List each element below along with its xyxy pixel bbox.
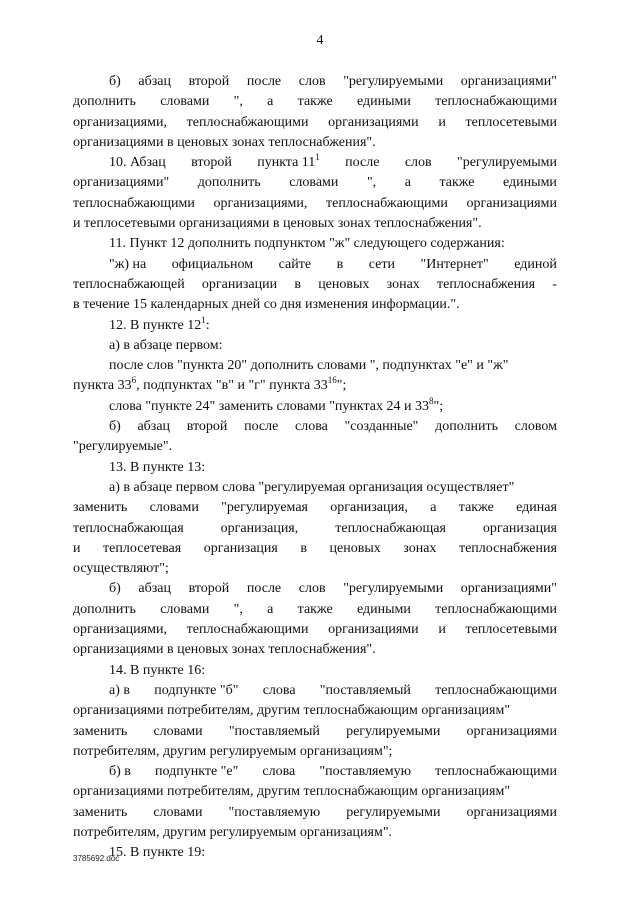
text-word: в [336,256,344,272]
text-word: едиными [503,175,557,191]
text-word: единая [516,500,557,516]
text-word: организациями, [73,114,167,130]
text-word: слов [298,581,326,597]
text-word: также [297,601,333,617]
text-word: : [205,317,210,333]
text-word: в [294,276,301,292]
text-word: пункта $33^6$ [73,376,137,394]
footer-filename: 3785692.doc [73,854,120,863]
text-line [73,153,557,173]
text-word: организациями [466,195,557,211]
text-word: слова [262,682,296,698]
text-line [73,173,557,193]
text-line [73,194,557,214]
text-line [73,417,557,437]
text-word: а [404,175,411,191]
text-word: ценовых [329,540,381,556]
text-word: "ж) на [109,256,147,272]
text-word: "Интернет" [420,256,489,272]
text-word: второй [188,74,230,89]
text-word: дополнить [73,601,136,617]
text-word: слов [404,155,432,171]
text-word: 12. В пункте $12^1$ [109,315,206,333]
text-word: слов [298,74,326,89]
text-word: б) [109,419,121,435]
text-word: абзац [138,581,171,597]
text-line [73,133,557,153]
text-word: в [300,540,307,556]
text-line [73,376,557,396]
text-word: 10. Абзац [109,155,166,171]
text-word: а) в абзаце первом: [109,337,223,353]
text-word: организациями" [460,74,557,89]
text-word: организация [203,540,278,556]
text-word: теплоснабжающей [73,276,185,292]
text-word: организациями" [73,175,170,191]
text-word: "регулируемыми [343,74,444,89]
text-word: сайте [278,256,312,272]
text-word: теплоснабжающими [186,622,309,638]
text-line [73,579,557,599]
text-line [73,234,557,254]
text-word: организациями [328,622,419,638]
superscript: 6 [131,376,137,386]
text-word: потребителям, другим регулируемым организациям"; [73,743,393,759]
superscript: 1 [201,315,206,325]
document-body [73,72,557,864]
text-line [73,559,557,579]
text-word: теплоснабжения [458,540,557,556]
text-line [73,478,557,498]
text-word: "; [336,378,347,394]
text-word: 15. В пункте 19: [109,845,206,861]
text-word: теплоснабжения [437,276,536,292]
text-word: и [73,540,81,556]
text-word: "поставляемый [319,682,411,698]
text-word: теплоснабжающая [73,520,184,536]
text-word: зонах [386,276,420,292]
text-word: "; [433,398,444,414]
text-line [73,316,557,336]
text-word: после [345,155,380,171]
superscript: 1 [315,153,320,163]
text-word: абзац [137,419,171,435]
text-word: словами [160,601,210,617]
text-word: организациями [466,723,557,739]
text-word: "поставляемый [228,723,320,739]
text-word: подпункте "б" [154,682,239,698]
text-line [73,113,557,133]
text-word: теплоснабжающими [435,764,557,780]
text-word: в течение 15 календарных дней со дня изменения информации.". [73,297,460,313]
text-word: организациями потребителям, другим теплоснабжающим организациям" [73,703,511,719]
text-line [73,600,557,620]
text-word: организация [482,520,557,536]
text-word: заменить [73,804,128,820]
text-line [73,742,557,762]
text-word: зонах [403,540,437,556]
text-line [73,722,557,742]
text-word: теплоснабжающими [435,94,557,110]
text-word: а [267,601,274,617]
text-word: словами [153,723,203,739]
text-word: после [246,581,282,597]
text-line [73,519,557,539]
text-line [73,498,557,518]
text-word: словами [153,804,203,820]
text-line [73,336,557,356]
text-word: теплоснабжающими [435,601,557,617]
text-word: слова [295,419,328,435]
text-line [73,214,557,234]
text-line [73,701,557,721]
text-line [73,275,557,295]
text-word: а [267,94,274,110]
text-line [73,803,557,823]
text-word: 14. В пункте 16: [109,662,206,678]
text-word: регулируемыми [346,804,441,820]
text-word: б) [109,581,121,597]
text-word: организациями" [460,581,557,597]
text-word: дополнить [435,419,498,435]
text-word: теплоснабжающими [326,195,448,211]
text-word: словами [160,94,210,110]
text-word: организациями [328,114,419,130]
text-word: "регулируемыми [343,581,444,597]
text-word: "регулируемые". [73,439,173,455]
text-word: словом [514,419,557,435]
text-word: ", [366,175,377,191]
text-word: и [438,114,446,130]
text-word: ", [233,601,243,617]
text-word: заменить [73,500,128,516]
text-word: и теплосетевыми организациями в ценовых зонах теплоснабжения". [73,216,482,232]
text-word: организациями в ценовых зонах теплоснабжения". [73,642,376,658]
text-line [73,823,557,843]
text-word: единой [514,256,557,272]
text-word: , подпунктах "в" и "г" пункта $33^{16}$ [136,376,337,394]
text-word: слова "пункте 24" заменить словами "пунктах 24 и $33^8$ [109,396,434,414]
text-word: слова [262,764,296,780]
text-word: регулируемыми [346,723,441,739]
text-word: заменить [73,723,128,739]
text-word: второй [191,155,232,171]
text-word: также [458,500,494,516]
text-word: "поставляемую [228,804,321,820]
text-word: дополнить [197,175,261,191]
text-word: организациями потребителям, другим теплоснабжающим организациям" [73,784,511,800]
text-word: теплосетевыми [465,622,557,638]
text-word: теплоснабжающая [335,520,446,536]
text-word: организациями, [213,195,308,211]
text-line [73,640,557,660]
text-line [73,681,557,701]
text-word: сети [368,256,396,272]
text-word: абзац [138,74,171,89]
text-word: после [246,74,282,89]
text-word: после слов "пункта 20" дополнить словами ", подпунктах "е" и "ж" [109,358,509,374]
text-line [73,92,557,112]
text-word: подпункте "е" [155,764,239,780]
text-word: также [439,175,475,191]
text-word: - [552,276,557,292]
text-word: второй [186,419,228,435]
text-line [73,255,557,275]
text-word: "регулируемая [221,500,308,516]
text-word: пункта $11^1$ [257,153,320,171]
text-line [73,539,557,559]
text-word: теплоснабжающими [186,114,309,130]
text-word: организациями, [73,622,167,638]
text-line [73,620,557,640]
text-word: потребителям, другим регулируемым организациям". [73,824,393,840]
text-line [73,782,557,802]
text-word: словами [289,175,339,191]
text-word: и [438,622,446,638]
text-word: теплоснабжающими [73,195,195,211]
text-word: а) в [109,682,130,698]
text-word: официальном [171,256,254,272]
text-word: дополнить [73,94,136,110]
text-word: организациями в ценовых зонах теплоснабжения". [73,134,376,150]
text-word: "поставляемую [319,764,412,780]
superscript: 8 [429,396,434,406]
text-word: организация, [330,500,408,516]
text-line [73,458,557,478]
text-word: едиными [356,94,411,110]
text-word: теплоснабжающими [435,682,557,698]
text-word: организациями [466,804,557,820]
text-word: б) [109,74,121,89]
text-line [73,397,557,417]
text-word: словами [149,500,199,516]
text-line [73,356,557,376]
text-word: б) в [109,764,131,780]
text-word: 13. В пункте 13: [109,459,206,475]
text-line [73,843,557,863]
text-word: а [430,500,437,516]
text-word: осуществляют"; [73,561,169,577]
text-word: ценовых [318,276,370,292]
text-word: едиными [356,601,411,617]
text-word: второй [188,581,230,597]
text-word: после [244,419,279,435]
page-number: 4 [316,33,324,48]
text-line [73,437,557,457]
superscript: 16 [327,376,337,386]
text-word: также [297,94,333,110]
text-line [73,295,557,315]
text-word: а) в абзаце первом слова "регулируемая организация осуществляет" [109,479,515,495]
text-word: "регулируемыми [457,155,557,171]
text-line [73,661,557,681]
text-word: организация, [220,520,299,536]
text-word: "созданные" [344,419,419,435]
text-word: 11. Пункт 12 дополнить подпунктом "ж" следующего содержания: [109,236,505,252]
text-line [73,762,557,782]
text-word: организации [201,276,278,292]
text-word: ", [233,94,243,110]
text-word: теплосетевыми [465,114,557,130]
text-line [73,72,557,92]
text-word: теплосетевая [103,540,182,556]
